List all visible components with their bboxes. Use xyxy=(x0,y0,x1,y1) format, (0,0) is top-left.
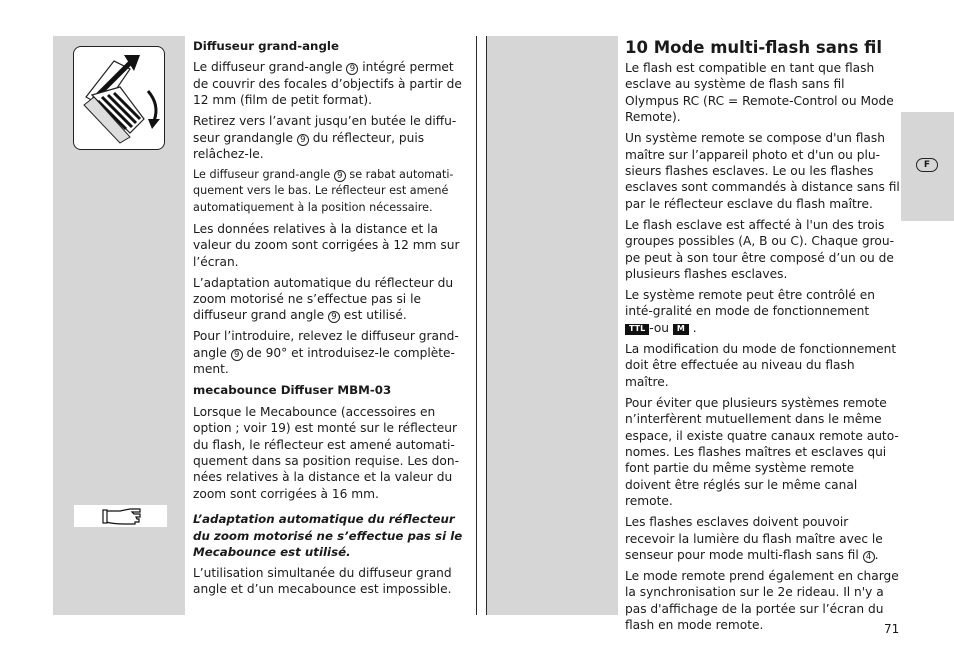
paragraph: Les données relatives à la distance et la valeur du zoom sont corrigées à 12 mm sur l’écran. xyxy=(193,221,460,269)
paragraph xyxy=(625,514,900,563)
paragraph: Lorsque le Mecabounce (accessoires en option ; voir 19) est monté sur le réflecteur du flash, le réflecteur est amené automati-quement dans sa position requise. Les don-nées relatives à la distance et la valeur du zoom sont corrigées à 16 mm. xyxy=(193,404,459,501)
text: Le diffuseur grand-angle xyxy=(193,60,347,75)
paragraph: Un système remote se compose d'un flash maître sur l’appareil photo et d'un ou plu-sieurs flashes esclaves. Le ou les flashes esclaves sont commandés à distance sans fil par le réflecteur esclave du flash maître. xyxy=(625,131,900,211)
paragraph xyxy=(193,328,463,377)
right-margin-bar xyxy=(486,36,618,615)
text: -ou xyxy=(649,320,673,335)
language-tab-label: F xyxy=(916,158,938,172)
left-text-column xyxy=(193,38,463,602)
text: est utilisé. xyxy=(339,308,407,323)
column-divider-right xyxy=(486,36,487,615)
text: de 90° et introduisez-le complète-ment. xyxy=(193,345,455,377)
section-title: 10 Mode multi-flash sans fil xyxy=(625,38,883,57)
text: intégré permet de couvrir des focales d’objectifs à partir de 12 mm (film de petit format). xyxy=(193,60,462,108)
paragraph: Le flash est compatible en tant que flash esclave au système de flash sans fil Olympus RC (RC = Remote-Control ou Mode Remote). xyxy=(625,61,894,125)
text: L’adaptation automatique du réflecteur du zoom motorisé ne s’effectue pas si le diffuseur grand angle xyxy=(193,275,454,323)
manual-mode-badge: M xyxy=(673,324,689,335)
ttl-mode-badge: TTL xyxy=(625,324,649,335)
text: . xyxy=(874,547,879,562)
heading-wide-angle-diffuser: Diffuseur grand-angle xyxy=(193,39,339,53)
diffuser-drawing-icon xyxy=(74,47,166,151)
pointing-hand-icon xyxy=(74,505,167,527)
text: Retirez vers l’avant jusqu’en butée le diffu-seur grandangle xyxy=(193,114,457,145)
paragraph: Pour éviter que plusieurs systèmes remote n’interfèrent mutuellement dans le même espace, il existe quatre canaux remote auto-nomes. Les flashes maîtres et esclaves qui font partie du même système remote doivent être réglés sur le même canal remote. xyxy=(625,395,899,509)
text: se rabat automati-quement vers le bas. Le réflecteur est amené automatiquement à la position nécessaire. xyxy=(193,168,454,214)
reference-9-icon: 9 xyxy=(346,63,358,75)
paragraph: La modification du mode de fonctionnement doit être effectuée au niveau du flash maître. xyxy=(625,341,897,389)
note-text: L’adaptation automatique du réflecteur du zoom motorisé ne s’effectue pas si le Mecabounce est utilisé. xyxy=(193,512,463,559)
right-text-column xyxy=(625,38,900,638)
paragraph xyxy=(193,167,463,216)
reference-9-icon: 9 xyxy=(334,170,346,182)
reference-9-icon: 9 xyxy=(328,311,340,323)
paragraph: Le mode remote prend également en charge la synchronisation sur le 2e rideau. Il n'y a pas d'affichage de la portée sur l’écran du flash en mode remote. xyxy=(625,568,899,633)
paragraph xyxy=(625,287,900,336)
page-number: 71 xyxy=(884,622,900,636)
column-divider-left xyxy=(476,36,477,615)
paragraph: Le flash esclave est affecté à l'un des trois groupes possibles (A, B ou C). Chaque grou-pe peut à son tour être composé d’un ou de plusieurs flashes esclaves. xyxy=(625,217,894,282)
note-hand-box xyxy=(74,505,167,527)
text: du réflecteur, puis relâchez-le. xyxy=(193,130,425,162)
heading-mecabounce: mecabounce Diffuser MBM-03 xyxy=(193,383,392,398)
reference-4-icon: 4 xyxy=(863,551,875,563)
text: Le système remote peut être contrôlé en inté-gralité en mode de fonctionnement xyxy=(625,288,875,319)
text: . xyxy=(688,320,697,335)
wide-angle-diffuser-illustration xyxy=(73,46,165,150)
text: Les flashes esclaves doivent pouvoir recevoir la lumière du flash maître avec le senseur pour mode multi-flash sans fil xyxy=(625,515,883,562)
reference-9-icon: 9 xyxy=(297,134,309,146)
language-tab xyxy=(901,112,954,221)
paragraph xyxy=(193,113,463,162)
reference-9-icon: 9 xyxy=(231,349,243,361)
paragraph xyxy=(193,59,463,108)
text: Pour l’introduire, relevez le diffuseur grand-angle xyxy=(193,329,459,360)
paragraph xyxy=(193,275,463,324)
paragraph: L’utilisation simultanée du diffuseur grand angle et d’un mecabounce est impossible. xyxy=(193,565,452,597)
text: Le diffuseur grand-angle xyxy=(193,168,334,182)
